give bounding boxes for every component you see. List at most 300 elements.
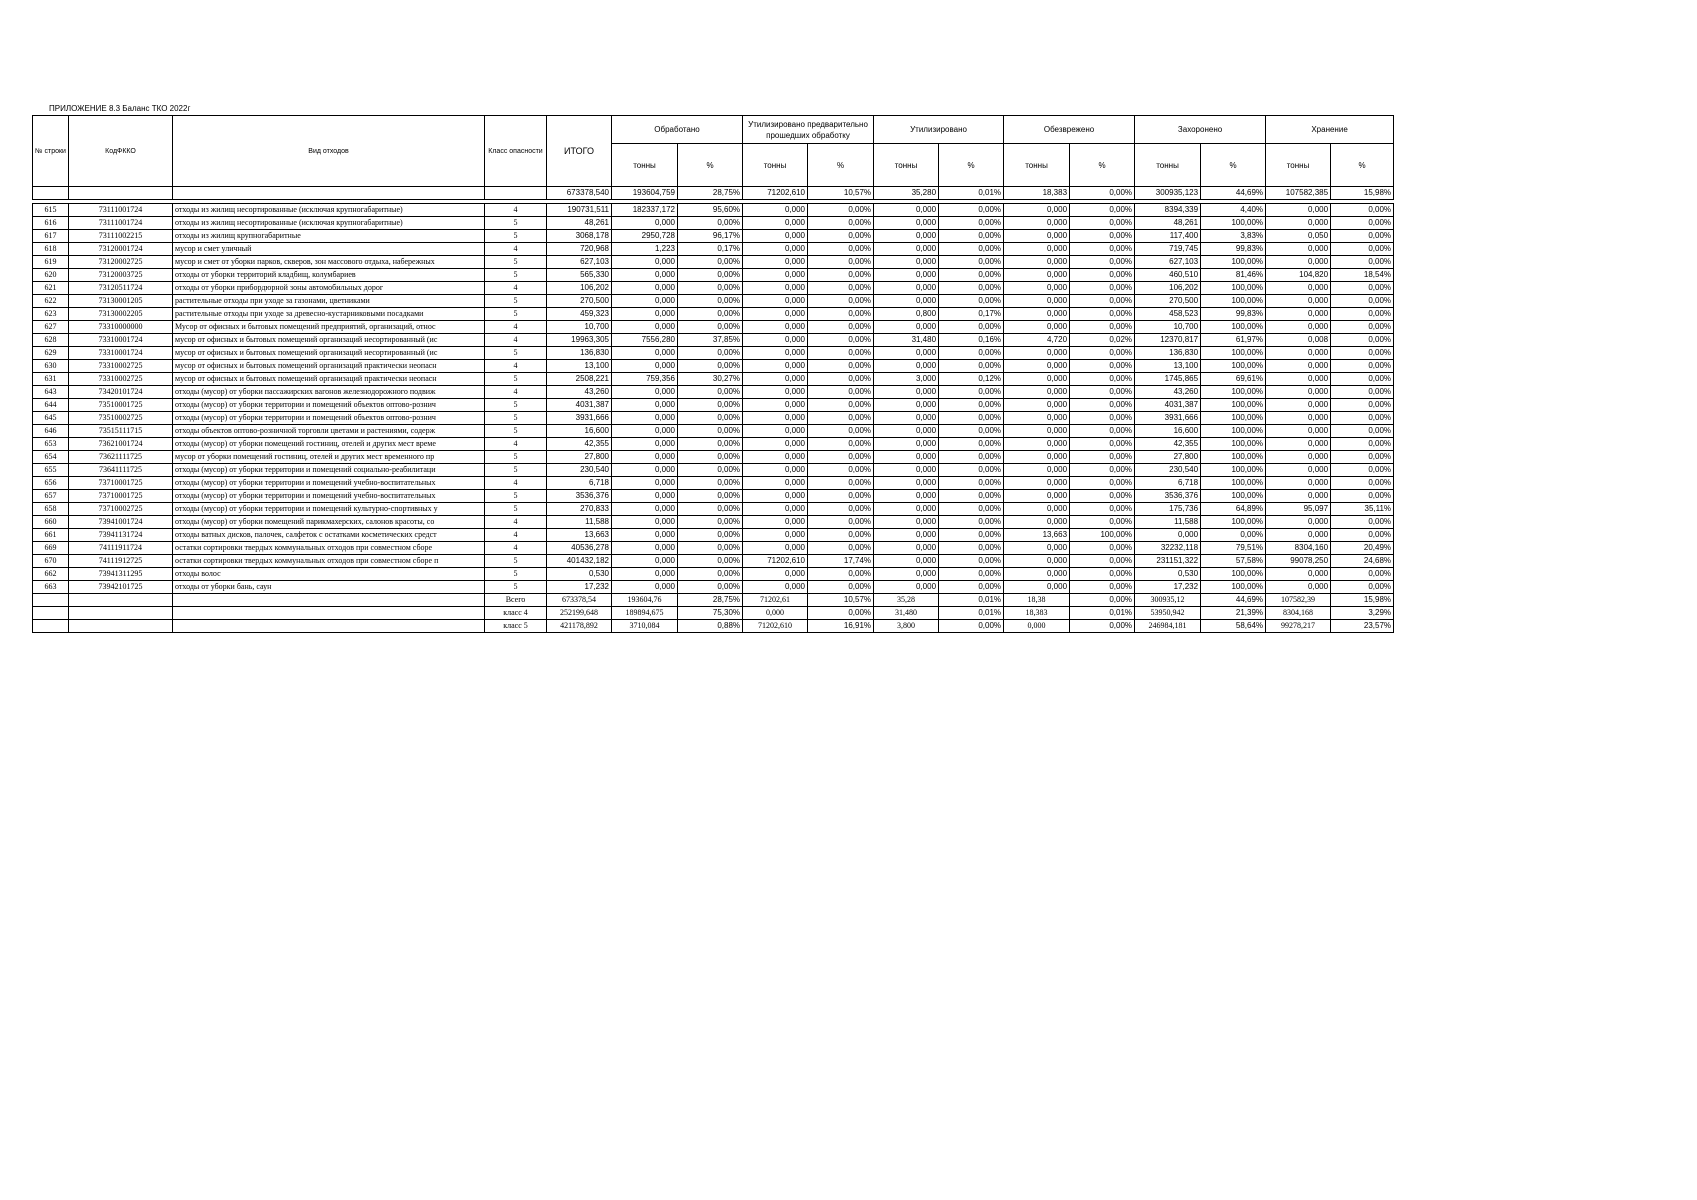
cell-value: 0,00% [808, 204, 874, 217]
totals-value: 75,30% [678, 607, 743, 620]
waste-name: мусор от офисных и бытовых помещений организаций несортированный (ис [173, 347, 485, 360]
row-number: 628 [33, 334, 69, 347]
cell-value: 0,000 [874, 581, 939, 594]
cell-value: 0,00% [678, 360, 743, 373]
cell-value: 48,261 [547, 217, 612, 230]
cell-value: 100,00% [1201, 568, 1266, 581]
cell-value: 0,000 [743, 451, 808, 464]
cell-value: 627,103 [547, 256, 612, 269]
cell-value: 32232,118 [1135, 542, 1201, 555]
cell-value: 182337,172 [612, 204, 678, 217]
cell-value: 0,000 [1266, 360, 1331, 373]
table-row [33, 581, 1394, 594]
cell-value: 100,00% [1201, 581, 1266, 594]
cell-value: 0,00% [939, 321, 1004, 334]
cell-value: 106,202 [547, 282, 612, 295]
cell-value: 2950,728 [612, 230, 678, 243]
row-number: 620 [33, 269, 69, 282]
summary-value: 28,75% [678, 187, 743, 200]
summary-value: 0,01% [939, 187, 1004, 200]
cell-value: 69,61% [1201, 373, 1266, 386]
summary-value: 18,383 [1004, 187, 1070, 200]
totals-empty-cell [173, 607, 485, 620]
waste-code: 73310001724 [69, 334, 173, 347]
cell-value: 459,323 [547, 308, 612, 321]
cell-value: 0,00% [1331, 412, 1394, 425]
totals-row [33, 607, 1394, 620]
cell-value: 0,00% [939, 516, 1004, 529]
hazard-class: 5 [485, 347, 547, 360]
cell-value: 100,00% [1201, 386, 1266, 399]
header-tons: тонны [1004, 144, 1070, 187]
totals-empty-cell [69, 607, 173, 620]
cell-value: 95,097 [1266, 503, 1331, 516]
waste-name: мусор и смет уличный [173, 243, 485, 256]
cell-value: 7556,280 [612, 334, 678, 347]
waste-name: мусор и смет от уборки парков, скверов, зон массового отдыха, набережных [173, 256, 485, 269]
cell-value: 3,000 [874, 373, 939, 386]
hazard-class: 5 [485, 256, 547, 269]
cell-value: 0,000 [1266, 295, 1331, 308]
waste-name: растительные отходы при уходе за древесно-кустарниковыми посадками [173, 308, 485, 321]
row-number: 618 [33, 243, 69, 256]
cell-value: 627,103 [1135, 256, 1201, 269]
cell-value: 0,00% [939, 490, 1004, 503]
cell-value: 0,000 [874, 243, 939, 256]
totals-empty-cell [69, 620, 173, 633]
row-number: 669 [33, 542, 69, 555]
cell-value: 1,223 [612, 243, 678, 256]
header-total: ИТОГО [547, 116, 612, 187]
cell-value: 0,00% [939, 568, 1004, 581]
cell-value: 0,00% [1070, 542, 1135, 555]
waste-name: остатки сортировки твердых коммунальных отходов при совместном сборе [173, 542, 485, 555]
cell-value: 0,000 [1266, 243, 1331, 256]
row-number: 623 [33, 308, 69, 321]
cell-value: 0,000 [1266, 373, 1331, 386]
table-row [33, 477, 1394, 490]
header-percent: % [808, 144, 874, 187]
summary-value: 15,98% [1331, 187, 1394, 200]
totals-value: 0,01% [939, 607, 1004, 620]
cell-value: 0,00% [678, 308, 743, 321]
cell-value: 0,000 [874, 464, 939, 477]
cell-value: 230,540 [547, 464, 612, 477]
totals-value: 246984,181 [1135, 620, 1201, 633]
header-hazard-class: Класс опасности [485, 116, 547, 187]
summary-value: 673378,540 [547, 187, 612, 200]
hazard-class: 4 [485, 243, 547, 256]
cell-value: 0,000 [1266, 477, 1331, 490]
hazard-class: 5 [485, 568, 547, 581]
row-number: 627 [33, 321, 69, 334]
summary-empty-cell [173, 187, 485, 200]
cell-value: 0,00% [939, 451, 1004, 464]
cell-value: 0,000 [1004, 230, 1070, 243]
cell-value: 0,00% [1331, 568, 1394, 581]
cell-value: 0,00% [808, 464, 874, 477]
cell-value: 0,000 [612, 282, 678, 295]
cell-value: 0,00% [939, 360, 1004, 373]
cell-value: 0,000 [743, 412, 808, 425]
cell-value: 0,000 [1266, 321, 1331, 334]
cell-value: 0,000 [874, 438, 939, 451]
hazard-class: 4 [485, 386, 547, 399]
cell-value: 79,51% [1201, 542, 1266, 555]
cell-value: 0,00% [678, 347, 743, 360]
cell-value: 0,000 [1004, 503, 1070, 516]
cell-value: 0,000 [1004, 308, 1070, 321]
cell-value: 0,000 [743, 321, 808, 334]
cell-value: 0,00% [808, 568, 874, 581]
cell-value: 0,00% [808, 581, 874, 594]
cell-value: 0,000 [1004, 347, 1070, 360]
summary-value: 107582,385 [1266, 187, 1331, 200]
cell-value: 0,000 [1266, 425, 1331, 438]
balance-table [32, 115, 1394, 633]
cell-value: 42,355 [1135, 438, 1201, 451]
cell-value: 0,00% [1070, 425, 1135, 438]
cell-value: 401432,182 [547, 555, 612, 568]
summary-value: 0,00% [1070, 187, 1135, 200]
cell-value: 0,000 [1266, 529, 1331, 542]
cell-value: 16,600 [1135, 425, 1201, 438]
cell-value: 0,00% [1331, 529, 1394, 542]
cell-value: 0,000 [612, 386, 678, 399]
cell-value: 8304,160 [1266, 542, 1331, 555]
cell-value: 0,00% [808, 321, 874, 334]
cell-value: 0,000 [1135, 529, 1201, 542]
cell-value: 0,00% [1070, 282, 1135, 295]
cell-value: 0,000 [874, 568, 939, 581]
cell-value: 4031,387 [1135, 399, 1201, 412]
cell-value: 0,00% [808, 282, 874, 295]
cell-value: 0,00% [678, 451, 743, 464]
cell-value: 0,00% [1070, 269, 1135, 282]
hazard-class: 5 [485, 581, 547, 594]
cell-value: 0,000 [743, 503, 808, 516]
row-number: 621 [33, 282, 69, 295]
cell-value: 0,00% [808, 347, 874, 360]
cell-value: 6,718 [547, 477, 612, 490]
waste-name: остатки сортировки твердых коммунальных отходов при совместном сборе п [173, 555, 485, 568]
cell-value: 100,00% [1201, 490, 1266, 503]
cell-value: 100,00% [1070, 529, 1135, 542]
cell-value: 0,00% [939, 399, 1004, 412]
cell-value: 100,00% [1201, 464, 1266, 477]
cell-value: 0,00% [939, 386, 1004, 399]
hazard-class: 4 [485, 477, 547, 490]
cell-value: 0,000 [874, 529, 939, 542]
hazard-class: 5 [485, 217, 547, 230]
table-row [33, 464, 1394, 477]
cell-value: 0,000 [1266, 438, 1331, 451]
totals-value: 421178,892 [547, 620, 612, 633]
cell-value: 0,00% [1070, 308, 1135, 321]
cell-value: 0,00% [939, 542, 1004, 555]
cell-value: 0,000 [612, 490, 678, 503]
cell-value: 0,00% [939, 412, 1004, 425]
cell-value: 0,000 [743, 256, 808, 269]
cell-value: 19963,305 [547, 334, 612, 347]
cell-value: 0,000 [874, 360, 939, 373]
hazard-class: 5 [485, 308, 547, 321]
waste-name: отходы (мусор) от уборки территории и помещений учебно-воспитательных [173, 477, 485, 490]
cell-value: 0,000 [743, 282, 808, 295]
cell-value: 0,00% [678, 386, 743, 399]
waste-code: 73111001724 [69, 204, 173, 217]
waste-code: 73710002725 [69, 503, 173, 516]
waste-code: 73510001725 [69, 399, 173, 412]
header-group-storage: Хранение [1266, 116, 1394, 144]
cell-value: 0,00% [1331, 321, 1394, 334]
cell-value: 0,000 [1004, 451, 1070, 464]
cell-value: 99,83% [1201, 243, 1266, 256]
cell-value: 0,00% [939, 243, 1004, 256]
totals-value: 0,00% [1070, 620, 1135, 633]
cell-value: 0,00% [808, 451, 874, 464]
cell-value: 0,000 [743, 347, 808, 360]
cell-value: 0,00% [1070, 503, 1135, 516]
cell-value: 0,000 [874, 321, 939, 334]
table-row [33, 347, 1394, 360]
hazard-class: 5 [485, 464, 547, 477]
row-number: 630 [33, 360, 69, 373]
cell-value: 100,00% [1201, 399, 1266, 412]
cell-value: 42,355 [547, 438, 612, 451]
cell-value: 0,00% [1331, 217, 1394, 230]
cell-value: 0,000 [1266, 490, 1331, 503]
cell-value: 0,000 [1004, 490, 1070, 503]
totals-value: 189894,675 [612, 607, 678, 620]
summary-value: 71202,610 [743, 187, 808, 200]
waste-code: 73420101724 [69, 386, 173, 399]
cell-value: 0,00% [1331, 373, 1394, 386]
cell-value: 61,97% [1201, 334, 1266, 347]
cell-value: 0,000 [1004, 516, 1070, 529]
table-row [33, 321, 1394, 334]
cell-value: 0,000 [1004, 282, 1070, 295]
hazard-class: 5 [485, 490, 547, 503]
cell-value: 0,000 [743, 425, 808, 438]
cell-value: 0,000 [1266, 347, 1331, 360]
cell-value: 100,00% [1201, 347, 1266, 360]
cell-value: 0,00% [808, 217, 874, 230]
cell-value: 117,400 [1135, 230, 1201, 243]
cell-value: 0,000 [874, 230, 939, 243]
cell-value: 100,00% [1201, 360, 1266, 373]
waste-name: отходы от уборки территорий кладбищ, колумбариев [173, 269, 485, 282]
table-row [33, 555, 1394, 568]
cell-value: 37,85% [678, 334, 743, 347]
row-number: 662 [33, 568, 69, 581]
cell-value: 0,00% [678, 529, 743, 542]
cell-value: 0,000 [1004, 477, 1070, 490]
waste-code: 73120001724 [69, 243, 173, 256]
totals-value: 193604,76 [612, 594, 678, 607]
waste-name: отходы (мусор) от уборки помещений парикмахерских, салонов красоты, со [173, 516, 485, 529]
waste-name: мусор от офисных и бытовых помещений организаций несортированный (ис [173, 334, 485, 347]
waste-name: отходы (мусор) от уборки территории и помещений культурно-спортивных у [173, 503, 485, 516]
row-number: 660 [33, 516, 69, 529]
cell-value: 43,260 [547, 386, 612, 399]
cell-value: 0,000 [743, 490, 808, 503]
cell-value: 100,00% [1201, 412, 1266, 425]
cell-value: 0,00% [1331, 451, 1394, 464]
waste-name: мусор от офисных и бытовых помещений организаций практически неопасн [173, 373, 485, 386]
cell-value: 0,00% [939, 503, 1004, 516]
cell-value: 35,11% [1331, 503, 1394, 516]
cell-value: 0,00% [1331, 516, 1394, 529]
cell-value: 100,00% [1201, 295, 1266, 308]
waste-code: 73310002725 [69, 373, 173, 386]
cell-value: 13,100 [547, 360, 612, 373]
cell-value: 136,830 [547, 347, 612, 360]
header-tons: тонны [743, 144, 808, 187]
row-number: 646 [33, 425, 69, 438]
waste-code: 73310001724 [69, 347, 173, 360]
totals-empty-cell [173, 620, 485, 633]
hazard-class: 5 [485, 555, 547, 568]
header-percent: % [678, 144, 743, 187]
cell-value: 0,000 [1004, 269, 1070, 282]
table-row [33, 542, 1394, 555]
cell-value: 0,000 [612, 399, 678, 412]
cell-value: 0,00% [808, 477, 874, 490]
cell-value: 100,00% [1201, 477, 1266, 490]
cell-value: 0,00% [678, 581, 743, 594]
header-tons: тонны [1266, 144, 1331, 187]
cell-value: 6,718 [1135, 477, 1201, 490]
hazard-class: 4 [485, 529, 547, 542]
table-row [33, 204, 1394, 217]
header-tons: тонны [874, 144, 939, 187]
cell-value: 0,17% [939, 308, 1004, 321]
cell-value: 0,000 [1266, 464, 1331, 477]
waste-name: отходы (мусор) от уборки территории и помещений объектов оптово-рознич [173, 412, 485, 425]
cell-value: 0,00% [808, 399, 874, 412]
row-number: 656 [33, 477, 69, 490]
cell-value: 0,000 [1004, 412, 1070, 425]
table-row [33, 360, 1394, 373]
cell-value: 0,00% [808, 243, 874, 256]
header-group-utilized: Утилизировано [874, 116, 1004, 144]
cell-value: 0,00% [1070, 516, 1135, 529]
cell-value: 27,800 [1135, 451, 1201, 464]
cell-value: 0,00% [678, 438, 743, 451]
cell-value: 0,000 [874, 386, 939, 399]
totals-value: 8304,168 [1266, 607, 1331, 620]
summary-value: 44,69% [1201, 187, 1266, 200]
cell-value: 0,000 [874, 490, 939, 503]
cell-value: 0,00% [1070, 464, 1135, 477]
waste-name: отходы (мусор) от уборки территории и помещений социально-реабилитаци [173, 464, 485, 477]
cell-value: 0,00% [678, 477, 743, 490]
totals-value: 0,88% [678, 620, 743, 633]
cell-value: 0,000 [874, 412, 939, 425]
cell-value: 0,000 [743, 464, 808, 477]
totals-value: 0,000 [743, 607, 808, 620]
totals-value: 0,01% [1070, 607, 1135, 620]
cell-value: 71202,610 [743, 555, 808, 568]
cell-value: 175,736 [1135, 503, 1201, 516]
cell-value: 0,00% [808, 542, 874, 555]
cell-value: 0,000 [874, 295, 939, 308]
header-group-utilized-after-processing: Утилизировано предварительно прошедших обработку [743, 116, 874, 144]
cell-value: 0,00% [1331, 204, 1394, 217]
cell-value: 24,68% [1331, 555, 1394, 568]
cell-value: 0,00% [808, 360, 874, 373]
document-title: ПРИЛОЖЕНИЕ 8.3 Баланс ТКО 2022г [49, 104, 191, 113]
cell-value: 0,00% [678, 425, 743, 438]
cell-value: 0,00% [678, 282, 743, 295]
cell-value: 0,00% [808, 386, 874, 399]
summary-empty-cell [33, 187, 69, 200]
cell-value: 0,00% [1070, 568, 1135, 581]
cell-value: 0,530 [547, 568, 612, 581]
table-row [33, 373, 1394, 386]
hazard-class: 5 [485, 399, 547, 412]
cell-value: 0,00% [939, 347, 1004, 360]
cell-value: 0,00% [678, 295, 743, 308]
waste-code: 74111912725 [69, 555, 173, 568]
header-group-processed: Обработано [612, 116, 743, 144]
row-number: 654 [33, 451, 69, 464]
cell-value: 0,00% [678, 269, 743, 282]
cell-value: 0,000 [874, 399, 939, 412]
header-percent: % [1070, 144, 1135, 187]
cell-value: 13,100 [1135, 360, 1201, 373]
totals-row [33, 620, 1394, 633]
cell-value: 136,830 [1135, 347, 1201, 360]
cell-value: 0,000 [1004, 542, 1070, 555]
row-number: 617 [33, 230, 69, 243]
row-number: 661 [33, 529, 69, 542]
table-row [33, 529, 1394, 542]
hazard-class: 4 [485, 321, 547, 334]
totals-value: 28,75% [678, 594, 743, 607]
cell-value: 0,000 [1266, 282, 1331, 295]
cell-value: 0,000 [612, 581, 678, 594]
totals-label: класс 4 [485, 607, 547, 620]
cell-value: 0,000 [874, 542, 939, 555]
waste-code: 73941131724 [69, 529, 173, 542]
totals-value: 23,57% [1331, 620, 1394, 633]
waste-code: 73120002725 [69, 256, 173, 269]
waste-code: 73641111725 [69, 464, 173, 477]
hazard-class: 5 [485, 503, 547, 516]
cell-value: 0,000 [612, 425, 678, 438]
table-row [33, 399, 1394, 412]
waste-code: 73515111715 [69, 425, 173, 438]
header-percent: % [1331, 144, 1394, 187]
cell-value: 0,000 [612, 412, 678, 425]
cell-value: 0,00% [1331, 230, 1394, 243]
cell-value: 30,27% [678, 373, 743, 386]
cell-value: 0,16% [939, 334, 1004, 347]
totals-empty-cell [33, 607, 69, 620]
hazard-class: 4 [485, 334, 547, 347]
cell-value: 0,00% [678, 256, 743, 269]
waste-name: мусор от уборки помещений гостиниц, отелей и других мест временного пр [173, 451, 485, 464]
cell-value: 0,000 [743, 386, 808, 399]
cell-value: 0,000 [874, 204, 939, 217]
cell-value: 270,500 [547, 295, 612, 308]
cell-value: 0,00% [939, 555, 1004, 568]
cell-value: 0,12% [939, 373, 1004, 386]
cell-value: 0,000 [1004, 425, 1070, 438]
cell-value: 0,00% [939, 425, 1004, 438]
